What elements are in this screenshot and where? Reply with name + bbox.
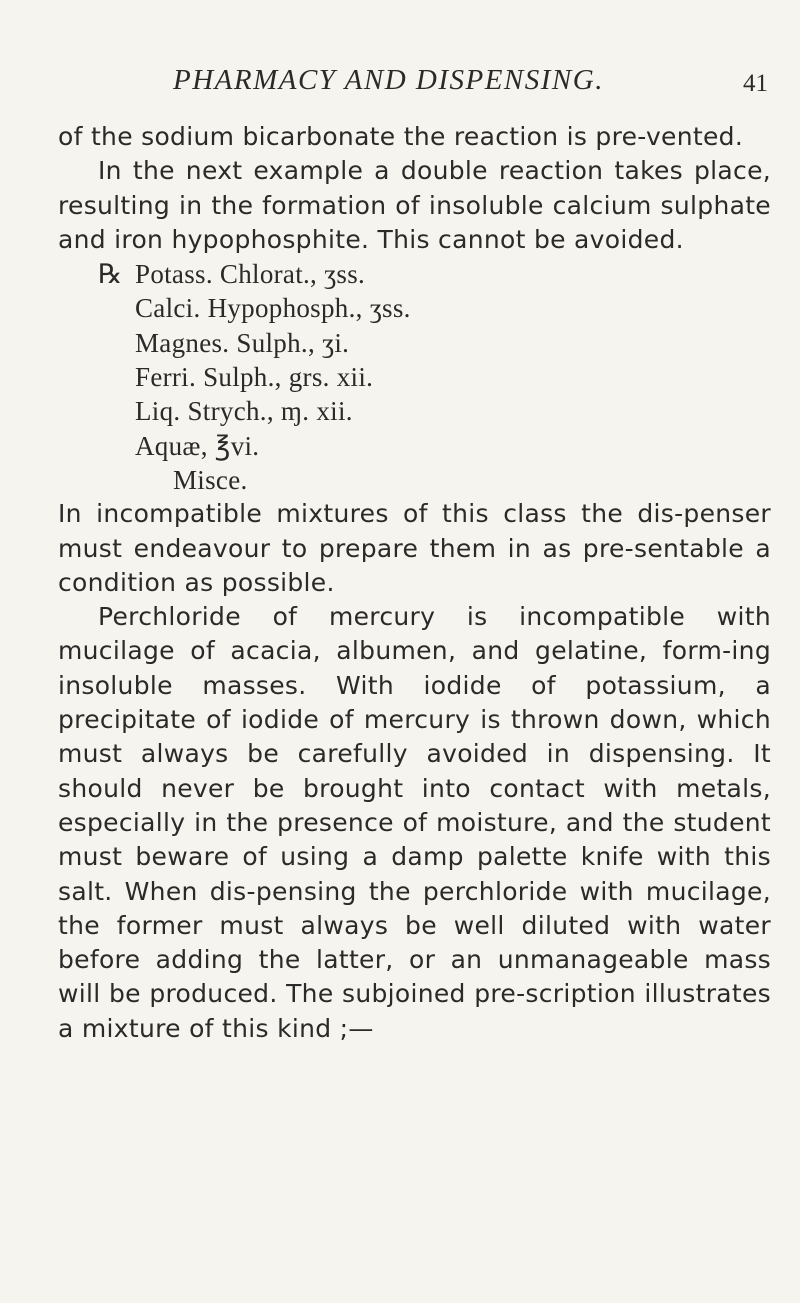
prescription-item: Magnes. Sulph., ʒi.	[135, 327, 350, 358]
prescription-item: Calci. Hypophosph., ʒss.	[135, 293, 411, 324]
page-number: 41	[743, 70, 768, 97]
running-head: PHARMACY AND DISPENSING.	[173, 64, 604, 96]
prescription	[58, 257, 771, 497]
page-header	[58, 64, 768, 104]
prescription-item: Ferri. Sulph., grs. xii.	[135, 362, 374, 393]
prescription-line	[98, 257, 771, 291]
recipe-symbol-icon: ℞	[98, 259, 123, 290]
paragraph-1: of the sodium bicarbonate the reaction is pre-vented.	[58, 122, 744, 151]
page-body	[58, 120, 771, 1046]
prescription-item: Potass. Chlorat., ʒss.	[135, 259, 366, 290]
paragraph-3: In incompatible mixtures of this class the dis-penser must endeavour to prepare them in as pre-sentable a condition as possible.	[58, 499, 771, 597]
prescription-item: Liq. Strych., ɱ. xii.	[135, 396, 353, 427]
prescription-item: Aquæ, ℥vi.	[135, 430, 260, 461]
paragraph-4: Perchloride of mercury is incompatible with mucilage of acacia, albumen, and gelatine, form-ing insoluble masses. With iodide of potassium, a precipitate of iodide of mercury is thrown down, which must always be carefully avoided in dispensing. It should never be brought into contact with metals, especially in the presence of moisture, and the student must beware of using a damp palette knife with this salt. When dis-pensing the perchloride with mucilage, the former must always be well diluted with water before adding the latter, or an unmanageable mass will be produced. The subjoined pre-scription illustrates a mixture of this kind ;—	[58, 602, 771, 1043]
prescription-closing: Misce.	[173, 464, 248, 495]
paragraph-2: In the next example a double reaction takes place, resulting in the formation of insoluble calcium sulphate and iron hypophosphite. This cannot be avoided.	[58, 156, 771, 254]
